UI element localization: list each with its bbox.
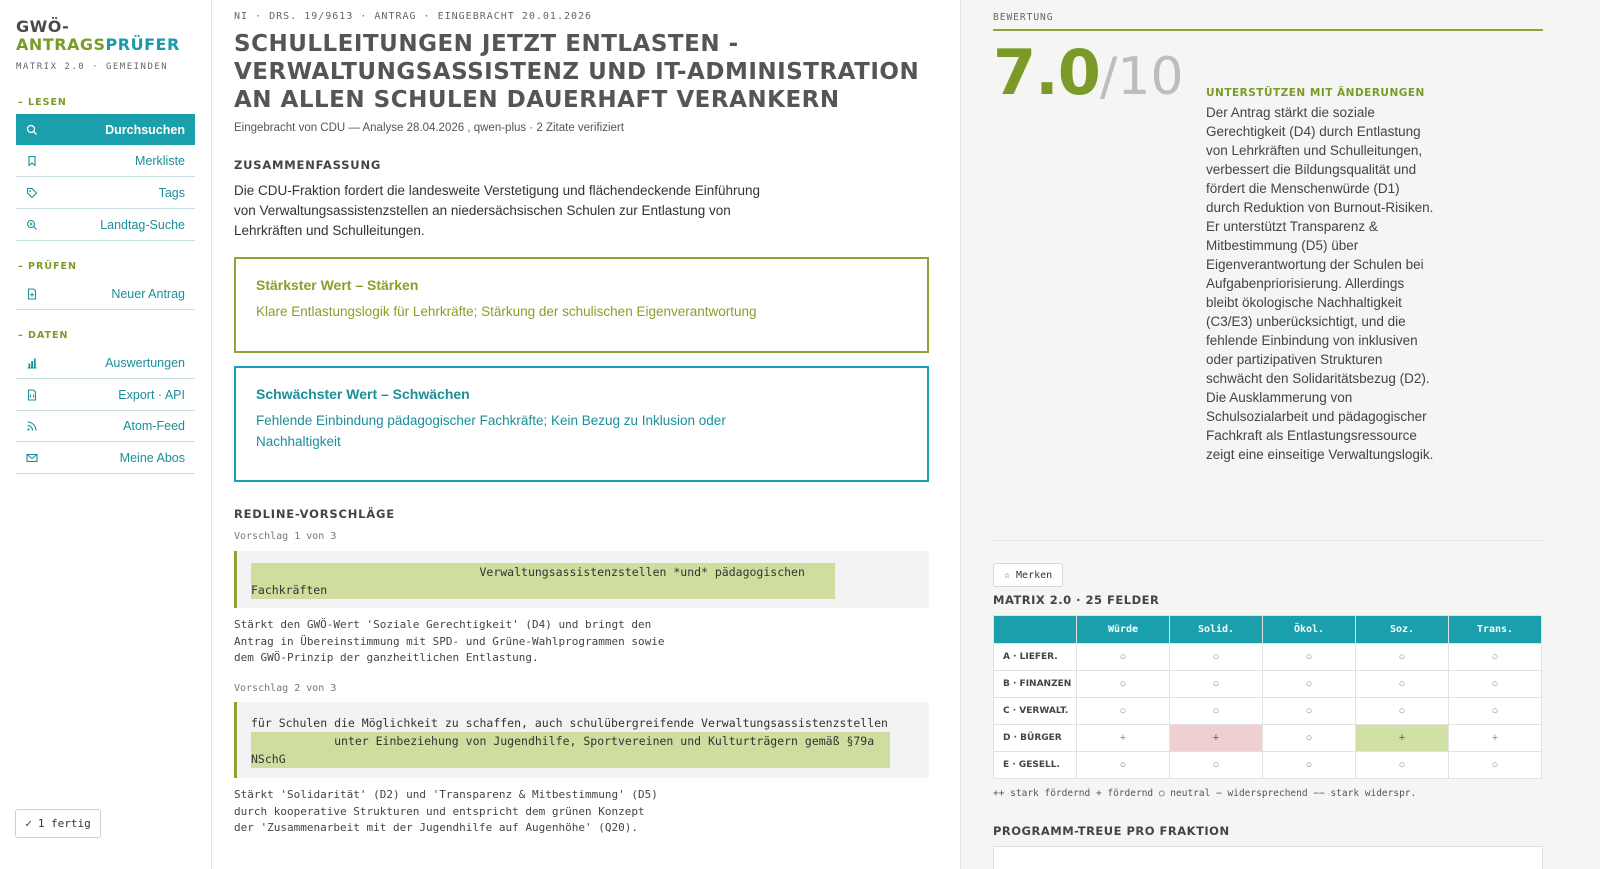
matrix-cell[interactable]: ○ — [1077, 644, 1170, 671]
done-status-button[interactable] — [15, 809, 101, 838]
matrix-cell[interactable]: ○ — [1263, 752, 1356, 779]
matrix-cell[interactable]: ○ — [1170, 671, 1263, 698]
sidebar-item-tags[interactable] — [16, 178, 195, 209]
matrix-cell[interactable]: ○ — [1077, 752, 1170, 779]
matrix-corner — [994, 616, 1077, 644]
matrix-cell[interactable]: ○ — [1263, 644, 1356, 671]
matrix-col-header: Würde — [1077, 616, 1170, 644]
sidebar-item-meine-abos[interactable] — [16, 443, 195, 474]
proposal-label: Vorschlag 2 von 3 — [234, 683, 337, 694]
summary-heading: ZUSAMMENFASSUNG — [234, 158, 382, 172]
bar-chart-icon — [26, 357, 38, 369]
matrix-cell[interactable]: ○ — [1356, 644, 1449, 671]
matrix-row — [994, 671, 1542, 698]
matrix-cell[interactable]: + — [1170, 725, 1263, 752]
merken-button[interactable]: ☆ Merken — [993, 563, 1063, 587]
bookmark-icon — [26, 155, 38, 167]
sidebar-item-label: Auswertungen — [105, 356, 185, 370]
nav-section-daten: – DATEN — [18, 330, 69, 341]
matrix-cell[interactable]: ○ — [1170, 644, 1263, 671]
search-icon — [26, 124, 38, 136]
nav-section-pruefen: – PRÜFEN — [18, 261, 77, 272]
matrix-row-header: B · FINANZEN — [994, 671, 1077, 698]
matrix-row-header: E · GESELL. — [994, 752, 1077, 779]
sidebar-item-export-api[interactable] — [16, 380, 195, 411]
sidebar-item-merkliste[interactable] — [16, 146, 195, 177]
sidebar-item-label: Landtag-Suche — [100, 218, 185, 232]
page-title: SCHULLEITUNGEN JETZT ENTLASTEN - VERWALTUNGSASSISTENZ UND IT-ADMINISTRATION AN ALLEN SCHULEN DAUERHAFT VERANKERN — [234, 31, 920, 113]
nav-section-lesen: – LESEN — [18, 97, 67, 108]
matrix-cell[interactable]: + — [1356, 725, 1449, 752]
redline-heading: REDLINE-VORSCHLÄGE — [234, 507, 395, 521]
matrix-row — [994, 644, 1542, 671]
matrix-cell[interactable]: ○ — [1356, 698, 1449, 725]
matrix-cell[interactable]: ○ — [1263, 671, 1356, 698]
weakest-value-box — [234, 366, 929, 482]
sidebar-item-neuer-antrag[interactable] — [16, 279, 195, 310]
matrix-col-header: Trans. — [1449, 616, 1542, 644]
score-value: 7.0 — [993, 36, 1100, 109]
matrix-row — [994, 698, 1542, 725]
matrix-cell[interactable]: ○ — [1263, 725, 1356, 752]
sidebar-item-label: Durchsuchen — [105, 122, 185, 137]
rss-icon — [26, 420, 38, 432]
matrix-col-header: Solid. — [1170, 616, 1263, 644]
file-code-icon — [26, 389, 38, 401]
matrix-col-header: Ökol. — [1263, 616, 1356, 644]
program-loyalty-table — [993, 846, 1543, 869]
proposal-original: für Schulen die Möglichkeit zu schaffen, auch schulübergreifende Verwaltungsassistenzstellen — [251, 716, 888, 730]
proposal-code — [234, 702, 929, 778]
brand-logo[interactable] — [16, 18, 180, 72]
weakest-value-title: Schwächster Wert – Schwächen — [256, 386, 470, 402]
strongest-value-text: Klare Entlastungslogik für Lehrkräfte; Stärkung der schulischen Eigenverantwortung — [256, 304, 757, 319]
sidebar-item-label: Meine Abos — [119, 451, 185, 465]
proposal-label: Vorschlag 1 von 3 — [234, 531, 337, 542]
zoom-icon — [26, 219, 38, 231]
sidebar-item-label: Export · API — [118, 388, 185, 402]
summary-text: Die CDU-Fraktion fordert die landesweite Verstetigung und flächendeckende Einführung von Verwaltungsassistenzstellen an niedersächsischen Schulen zur Entlastung von Lehrkräften und Schulleitungen. — [234, 183, 761, 238]
byline: Eingebracht von CDU — Analyse 28.04.2026 , qwen-plus · 2 Zitate verifiziert — [234, 122, 624, 134]
proposal-code — [234, 551, 929, 608]
matrix-row-header: C · VERWALT. — [994, 698, 1077, 725]
brand-subtitle: MATRIX 2.0 · GEMEINDEN — [16, 62, 169, 72]
matrix-cell[interactable]: ○ — [1356, 671, 1449, 698]
matrix-row-header: A · LIEFER. — [994, 644, 1077, 671]
matrix-cell[interactable]: ○ — [1449, 698, 1542, 725]
sidebar-item-label: Atom-Feed — [123, 419, 185, 433]
matrix-cell[interactable]: ○ — [1077, 698, 1170, 725]
rating-panel — [960, 0, 1600, 869]
matrix-header-row — [994, 616, 1542, 644]
sidebar-item-landtag-suche[interactable] — [16, 210, 195, 241]
mail-icon — [26, 452, 38, 464]
sidebar-item-label: Merkliste — [134, 154, 185, 168]
sidebar — [0, 0, 212, 869]
matrix-cell[interactable]: ○ — [1449, 671, 1542, 698]
brand-line2 — [16, 36, 180, 54]
matrix-cell[interactable]: ○ — [1449, 644, 1542, 671]
divider — [993, 540, 1543, 541]
program-loyalty-heading: PROGRAMM-TREUE PRO FRAKTION — [993, 824, 1230, 838]
weakest-value-text: Fehlende Einbindung pädagogischer Fachkräfte; Kein Bezug zu Inklusion oder Nachhaltigkeit — [256, 413, 726, 449]
matrix-row-header: D · BÜRGER — [994, 725, 1077, 752]
rating-score — [993, 36, 1184, 109]
document-meta: NI · DRS. 19/9613 · ANTRAG · EINGEBRACHT 20.01.2026 — [234, 11, 593, 22]
sidebar-item-auswertungen[interactable] — [16, 348, 195, 379]
proposal-reason: Stärkt 'Solidarität' (D2) und 'Transparenz & Mitbestimmung' (D5) durch kooperative Strukturen und entspricht dem grünen Konzept der 'Zusammenarbeit mit der Jugendhilfe auf Augenhöhe' (Q20). — [234, 788, 658, 834]
matrix-cell[interactable]: ○ — [1449, 752, 1542, 779]
matrix-cell[interactable]: ○ — [1356, 752, 1449, 779]
matrix-col-header: Soz. — [1356, 616, 1449, 644]
done-label: 1 fertig — [37, 817, 91, 830]
file-plus-icon — [26, 288, 38, 300]
strongest-value-box — [234, 257, 929, 353]
sidebar-item-label: Tags — [158, 186, 185, 200]
sidebar-item-durchsuchen[interactable] — [16, 114, 195, 145]
matrix-cell[interactable]: + — [1449, 725, 1542, 752]
rating-divider — [993, 29, 1543, 31]
score-max: /10 — [1099, 47, 1184, 107]
check-icon: ✓ — [25, 817, 32, 830]
brand-line2-green: ANTRAGS — [16, 35, 106, 54]
recommendation-label: UNTERSTÜTZEN MIT ÄNDERUNGEN — [1206, 87, 1425, 99]
recommendation-text: Der Antrag stärkt die soziale Gerechtigkeit (D4) durch Entlastung von Lehrkräften und Schulleitungen, verbessert die Bildungsqualität und fördert die Menschenwürde (D1) durch Reduktion von Burnout-Risiken. Er unterstützt Transparenz & Mitbestimmung (D5) über Eigenverantwortung der Schulen bei Aufgabenpriorisierung. Allerdings bleibt ökologische Nachhaltigkeit (C3/E3) unberücksichtigt, und die fehlende Einbindung von inklusiven oder partizipativen Strukturen schwächt den Solidaritätsbezug (D2). Die Ausklammerung von Schulsozialarbeit und pädagogischer Fachkraft als Entlastungsressource zeigt eine einseitige Verwaltungslogik. — [1206, 105, 1434, 462]
matrix-row — [994, 752, 1542, 779]
matrix-legend: ++ stark fördernd + fördernd ○ neutral − widersprechend −− stark widerspr. — [993, 788, 1417, 799]
sidebar-item-atom-feed[interactable] — [16, 411, 195, 442]
brand-line2-teal: PRÜFER — [105, 35, 180, 54]
matrix-cell[interactable]: ○ — [1077, 671, 1170, 698]
proposal-highlight: unter Einbeziehung von Jugendhilfe, Sportvereinen und Kulturträgern gemäß §79a NSchG — [251, 732, 890, 768]
gwoe-matrix-table — [993, 615, 1542, 779]
rating-label: BEWERTUNG — [993, 12, 1054, 23]
tag-icon — [26, 187, 38, 199]
proposal-highlight: Verwaltungsassistenzstellen *und* pädagogischen Fachkräften — [251, 563, 835, 599]
matrix-cell[interactable]: ○ — [1170, 698, 1263, 725]
sidebar-item-label: Neuer Antrag — [111, 287, 185, 301]
matrix-cell[interactable]: + — [1077, 725, 1170, 752]
proposal-reason: Stärkt den GWÖ-Wert 'Soziale Gerechtigkeit' (D4) und bringt den Antrag in Übereinstimmung mit SPD- und Grüne-Wahlprogrammen sowie dem GWÖ-Prinzip der ganzheitlichen Entlastung. — [234, 618, 665, 664]
matrix-cell[interactable]: ○ — [1263, 698, 1356, 725]
matrix-cell[interactable]: ○ — [1170, 752, 1263, 779]
strongest-value-title: Stärkster Wert – Stärken — [256, 277, 419, 293]
matrix-row — [994, 725, 1542, 752]
matrix-heading: MATRIX 2.0 · 25 FELDER — [993, 593, 1160, 607]
brand-line1: GWÖ- — [16, 17, 70, 36]
